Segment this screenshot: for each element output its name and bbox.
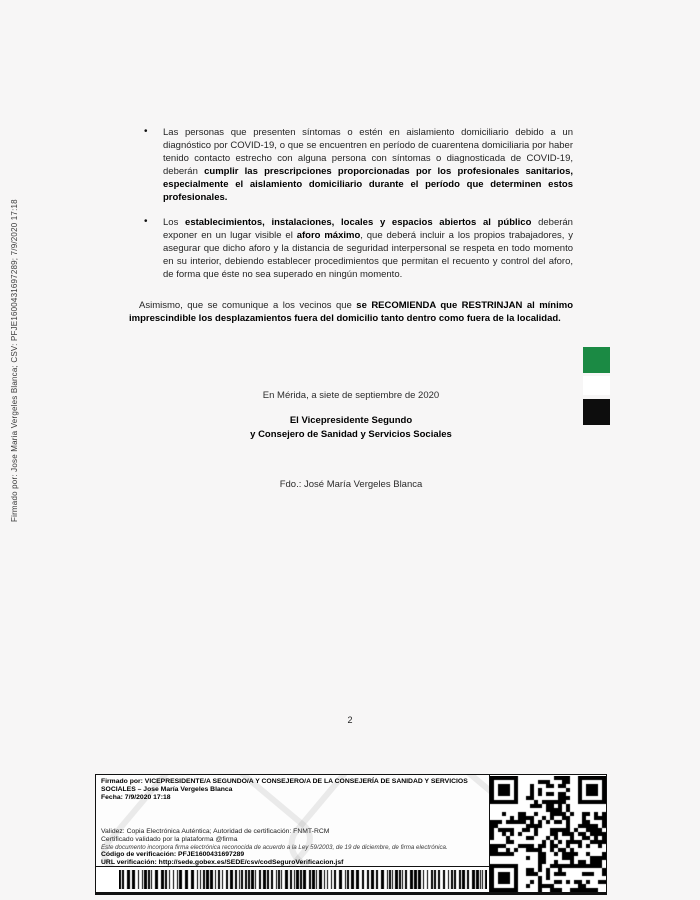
verification-legal-note: Este documento incorpora firma electrónica reconocida de acuerdo a la Ley 59/2003, de 19 de diciembre, de firma electrónica. [101,843,448,851]
bullet-text-bold: cumplir las prescripciones proporcionadas por los profesionales sanitarios, especialmente el aislamiento domiciliario durante el período que determinen estos profesionales. [163,166,573,203]
bullet-text [163,217,573,280]
flag-white-square [583,376,610,395]
bullet-list [129,126,573,281]
bullet-text-regular: Los [163,217,186,228]
margin-signature-text: Firmado por: Jose Maria Vergeles Blanca; CSV: PFJE1600431697289; 7/9/2020 17:18 [10,199,19,522]
bullet-text [163,127,573,203]
barcode-icon [119,870,487,889]
signer-title [129,414,573,442]
bullet-text-bold: aforo máximo [296,230,361,241]
barcode-strip [96,866,489,892]
signer-title-line1: El Vicepresidente Segundo [289,415,413,426]
verification-code: Código de verificación: PFJE1600431697289 [101,851,245,859]
bullet-icon: • [144,216,148,227]
verification-validity: Validez: Copia Electrónica Auténtica; Autoridad de certificación: FNMT-RCM [101,827,330,835]
verification-signed-by: Firmado por: VICEPRESIDENTE/A SEGUNDO/A Y CONSEJERO/A DE LA CONSEJERÍA DE SANIDAD Y SERVICIOS SOCIALES – Jose María Vergeles Blanca [101,778,468,793]
verification-text [96,775,489,867]
dateline: En Mérida, a siete de septiembre de 2020 [262,390,440,401]
flag-black-square [583,399,610,425]
signature-line: Fdo.: José María Vergeles Blanca [279,479,423,490]
signer-title-line2: y Consejero de Sanidad y Servicios Sociales [250,429,452,440]
signature-verification-box [95,774,607,895]
bullet-text-regular: , que deberá incluir a los propios trabajadores, y asegurar que dicho aforo y la distancia de seguridad interpersonal se respeta en todo momento en su interior, debiendo establecer procedimientos que permitan el recuento y control del aforo, de forma que éste no sea superado en ningún momento. [163,230,574,280]
verification-url: URL verificación: http://sede.gobex.es/SEDE/csv/codSeguroVerificacion.jsf [101,859,344,867]
bullet-text-regular: deberán exponer en un lugar visible el [163,217,573,241]
verification-details [101,828,483,868]
flag-green-square [583,347,610,373]
qr-panel [489,775,606,892]
bullet-item-isolation [129,126,573,204]
qr-code-icon [490,776,606,892]
verification-date: Fecha: 7/9/2020 17:18 [101,793,171,801]
verification-certificate: Certificado validado por la plataforma @firma [101,835,238,843]
document-body [129,126,573,325]
page-number: 2 [347,715,353,725]
verification-text-panel [96,775,489,892]
extremadura-flag [583,347,610,425]
bullet-text-regular: Las personas que presenten síntomas o estén en aislamiento domiciliario debido a un diagnóstico por COVID-19, o que se encuentren en período de cuarentena domiciliaria por haber tenido contacto estrecho con alguna persona con síntomas o diagnosticada de COVID-19, deberán [163,127,573,177]
closing-text-bold: se RECOMIENDA que RESTRINJAN al mínimo imprescindible los desplazamientos fuera del domicilio tanto dentro como fuera de la localidad. [129,300,573,324]
bullet-item-capacity [129,216,573,281]
closing-paragraph [129,299,573,325]
bullet-icon: • [144,126,148,137]
bullet-text-bold: establecimientos, instalaciones, locales y espacios abiertos al público [185,217,532,228]
closing-text-regular: Asimismo, que se comunique a los vecinos que [139,300,357,311]
